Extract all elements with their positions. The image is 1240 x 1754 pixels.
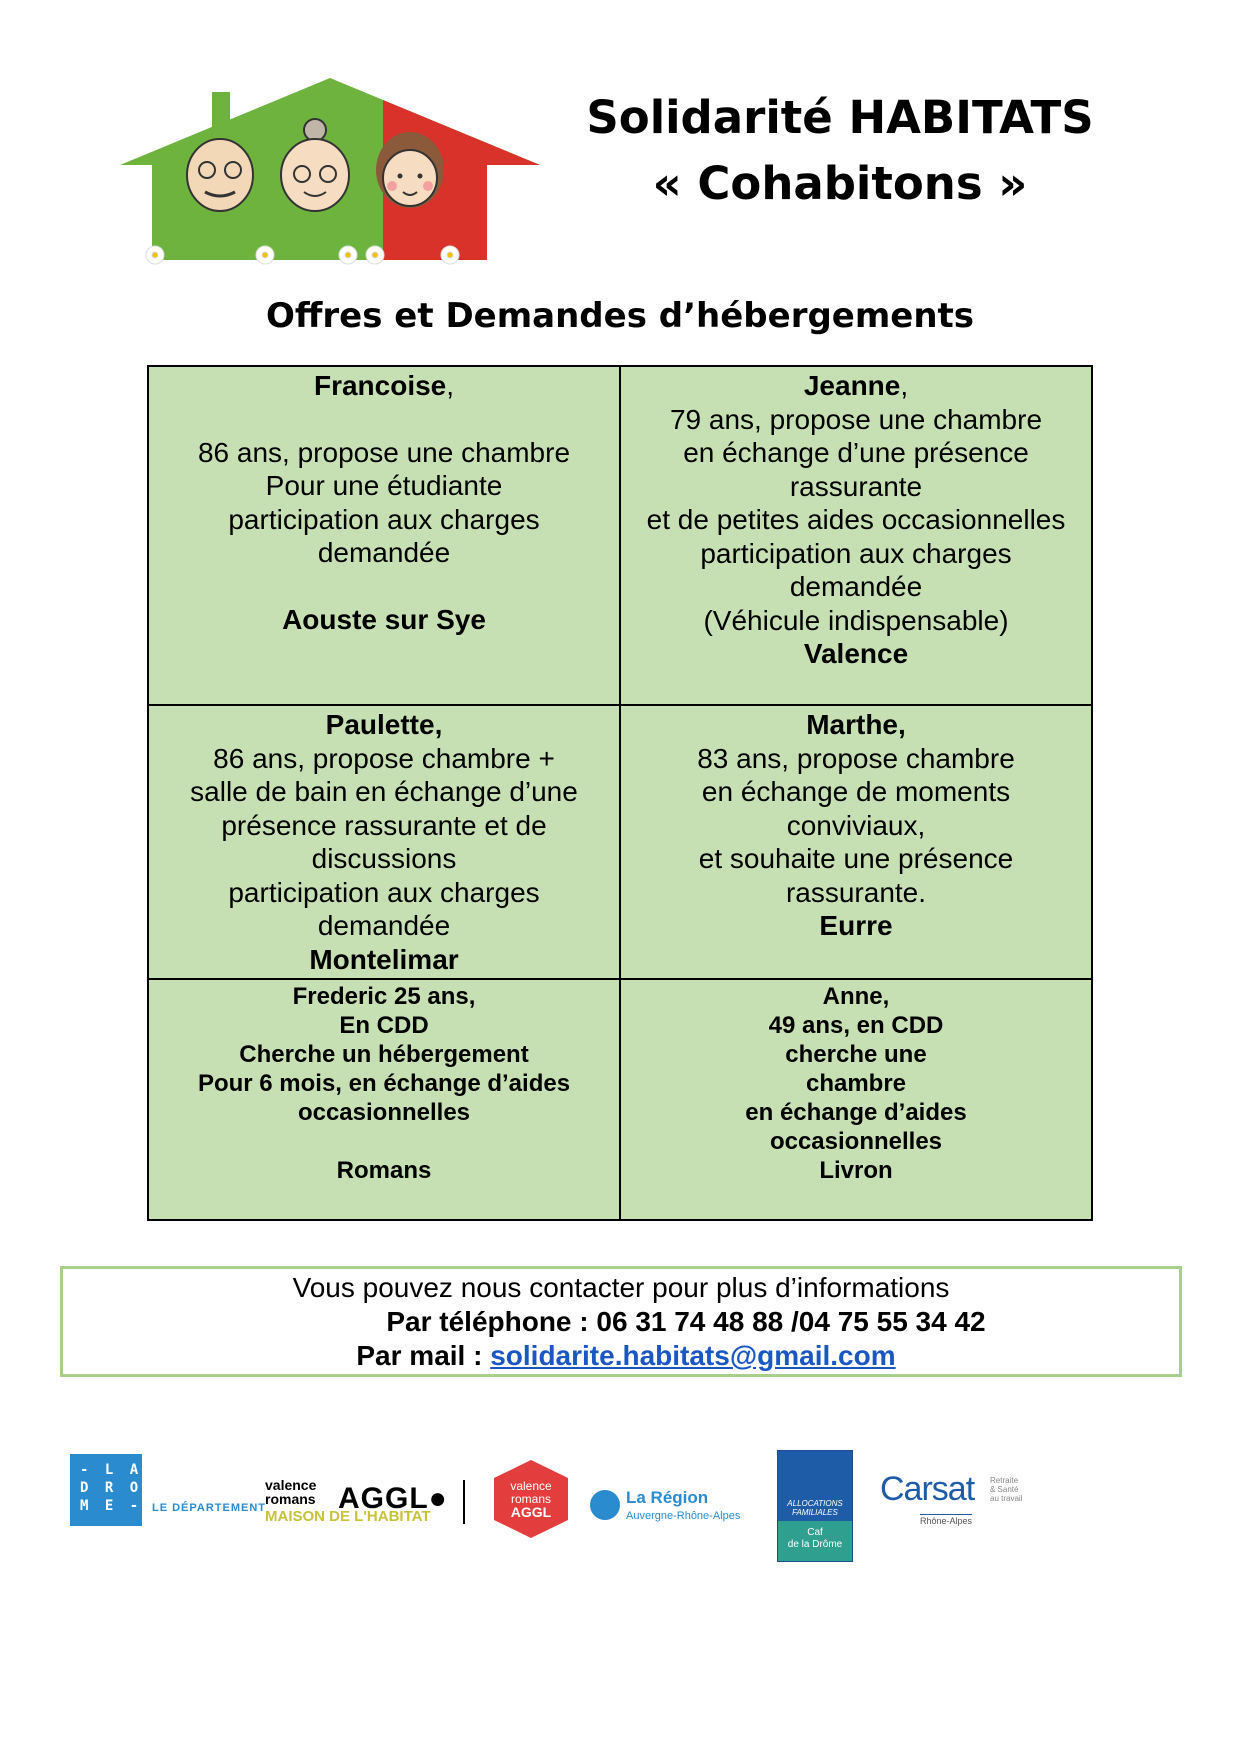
mail-label: Par mail : bbox=[356, 1340, 491, 1371]
caf-logo bbox=[777, 1450, 853, 1562]
request-line: Cherche un hébergement bbox=[239, 1041, 529, 1068]
title-line-1: Solidarité HABITATS bbox=[586, 91, 1094, 144]
offer-line: 83 ans, propose chambre bbox=[697, 742, 1015, 774]
page-title bbox=[560, 85, 1120, 217]
table-row bbox=[148, 366, 1092, 705]
carsat-region: Rhône-Alpes bbox=[920, 1516, 973, 1526]
offer-line: et de petites aides occasionnelles bbox=[646, 504, 1066, 535]
agglo-maison-habitat-logo bbox=[265, 1477, 448, 1525]
offer-line: demandée bbox=[317, 910, 451, 941]
logo-divider bbox=[463, 1480, 465, 1524]
offer-name-suffix: , bbox=[900, 370, 909, 401]
carsat-logo bbox=[880, 1470, 1023, 1526]
section-subtitle: Offres et Demandes d’hébergements bbox=[265, 296, 975, 336]
request-line: Anne, bbox=[822, 983, 890, 1010]
contact-intro: Vous pouvez nous contacter pour plus d’informations bbox=[292, 1272, 950, 1303]
request-line: cherche une bbox=[785, 1041, 927, 1068]
agglo-valence-text: valence bbox=[265, 1477, 317, 1493]
caf-label: Caf de la Drôme bbox=[778, 1521, 852, 1561]
title-line-2: « Cohabitons » bbox=[652, 157, 1028, 210]
house-logo bbox=[120, 70, 540, 270]
offer-line: participation aux charges bbox=[228, 503, 540, 535]
phone-numbers: 06 31 74 48 88 /04 75 55 34 42 bbox=[596, 1306, 986, 1337]
agglo2-text-1: valence bbox=[510, 1479, 552, 1493]
offer-line: présence rassurante et de bbox=[221, 809, 547, 841]
drome-department-text: LE DÉPARTEMENT bbox=[152, 1502, 267, 1514]
request-line: en échange d’aides bbox=[745, 1099, 967, 1126]
contact-box bbox=[60, 1266, 1182, 1377]
offer-line: (Véhicule indispensable) bbox=[703, 604, 1009, 636]
email-link[interactable]: solidarite.habitats@gmail.com bbox=[490, 1340, 896, 1371]
agglo-wordmark: AGGL● bbox=[338, 1482, 448, 1515]
offer-line: participation aux charges bbox=[700, 537, 1012, 569]
valence-romans-agglo-logo bbox=[490, 1458, 572, 1540]
request-line: occasionnelles bbox=[297, 1099, 471, 1126]
request-line: En CDD bbox=[339, 1012, 429, 1039]
offer-city: Eurre bbox=[819, 910, 893, 941]
offer-city: Valence bbox=[803, 638, 909, 669]
region-name: La Région bbox=[626, 1488, 709, 1507]
request-city: Romans bbox=[336, 1157, 432, 1184]
offer-name: Marthe, bbox=[806, 709, 906, 740]
offer-line: demandée bbox=[789, 571, 923, 602]
request-line: chambre bbox=[805, 1070, 907, 1097]
offer-city: Aouste sur Sye bbox=[282, 603, 486, 635]
request-line: Frederic 25 ans, bbox=[292, 983, 476, 1010]
table-row bbox=[148, 705, 1092, 979]
offer-line: salle de bain en échange d’une bbox=[190, 776, 578, 807]
offer-line: en échange de moments bbox=[701, 776, 1011, 807]
agglo-dot-icon: ● bbox=[428, 1482, 448, 1515]
request-city: Livron bbox=[819, 1157, 893, 1184]
offer-line: demandée bbox=[317, 537, 451, 568]
region-subname: Auvergne-Rhône-Alpes bbox=[626, 1510, 741, 1522]
offer-line: conviviaux, bbox=[786, 809, 926, 841]
request-cell bbox=[148, 979, 620, 1220]
offer-name-suffix: , bbox=[446, 370, 455, 401]
offer-name: Jeanne bbox=[803, 370, 901, 401]
grandfather-face-icon bbox=[187, 139, 253, 211]
offer-heading bbox=[159, 369, 609, 403]
phone-label: Par téléphone : bbox=[386, 1306, 597, 1337]
carsat-wordmark: Carsat bbox=[880, 1470, 975, 1508]
agglo2-text-3: AGGL bbox=[510, 1504, 552, 1520]
partner-logos bbox=[60, 1450, 1060, 1575]
young-woman-face-icon bbox=[376, 132, 444, 208]
agglo2-text-2: romans bbox=[510, 1492, 552, 1506]
contact-phone-line bbox=[63, 1305, 1179, 1339]
drome-logo: - L A D R O M E - bbox=[70, 1454, 142, 1526]
offer-line: en échange d’une présence bbox=[683, 437, 1029, 468]
offers-table bbox=[147, 365, 1093, 1221]
offer-line: 86 ans, propose une chambre bbox=[197, 436, 571, 468]
request-line: occasionnelles bbox=[769, 1128, 943, 1155]
offer-line: rassurante. bbox=[785, 876, 927, 908]
maison-habitat-text: MAISON DE L'HABITAT bbox=[265, 1508, 431, 1525]
offer-heading bbox=[631, 369, 1081, 403]
agglo-romans-text: romans bbox=[265, 1491, 316, 1507]
offer-line: et souhaite une présence bbox=[698, 843, 1014, 874]
offer-name: Paulette, bbox=[325, 709, 443, 740]
offer-line: 86 ans, propose chambre + bbox=[213, 742, 555, 774]
contact-mail-line bbox=[63, 1339, 1179, 1373]
request-cell bbox=[620, 979, 1092, 1220]
offer-name: Francoise bbox=[313, 370, 447, 401]
offer-city: Montelimar bbox=[309, 943, 459, 975]
offer-cell bbox=[620, 366, 1092, 705]
offer-cell bbox=[148, 366, 620, 705]
offer-line: participation aux charges bbox=[228, 876, 540, 908]
offer-cell bbox=[620, 705, 1092, 979]
table-row bbox=[148, 979, 1092, 1220]
caf-family-icon: ALLOCATIONS FAMILIALES bbox=[778, 1451, 852, 1521]
mountain-icon bbox=[590, 1490, 620, 1520]
offer-line: 79 ans, propose une chambre bbox=[669, 403, 1043, 435]
offer-line: discussions bbox=[311, 843, 457, 874]
request-line: Pour 6 mois, en échange d’aides bbox=[197, 1070, 571, 1097]
offer-cell bbox=[148, 705, 620, 979]
request-line: 49 ans, en CDD bbox=[768, 1012, 944, 1039]
offer-line: rassurante bbox=[789, 470, 923, 502]
carsat-tagline: Retraite & Santé au travail bbox=[990, 1476, 1023, 1503]
offer-line: Pour une étudiante bbox=[265, 470, 503, 501]
